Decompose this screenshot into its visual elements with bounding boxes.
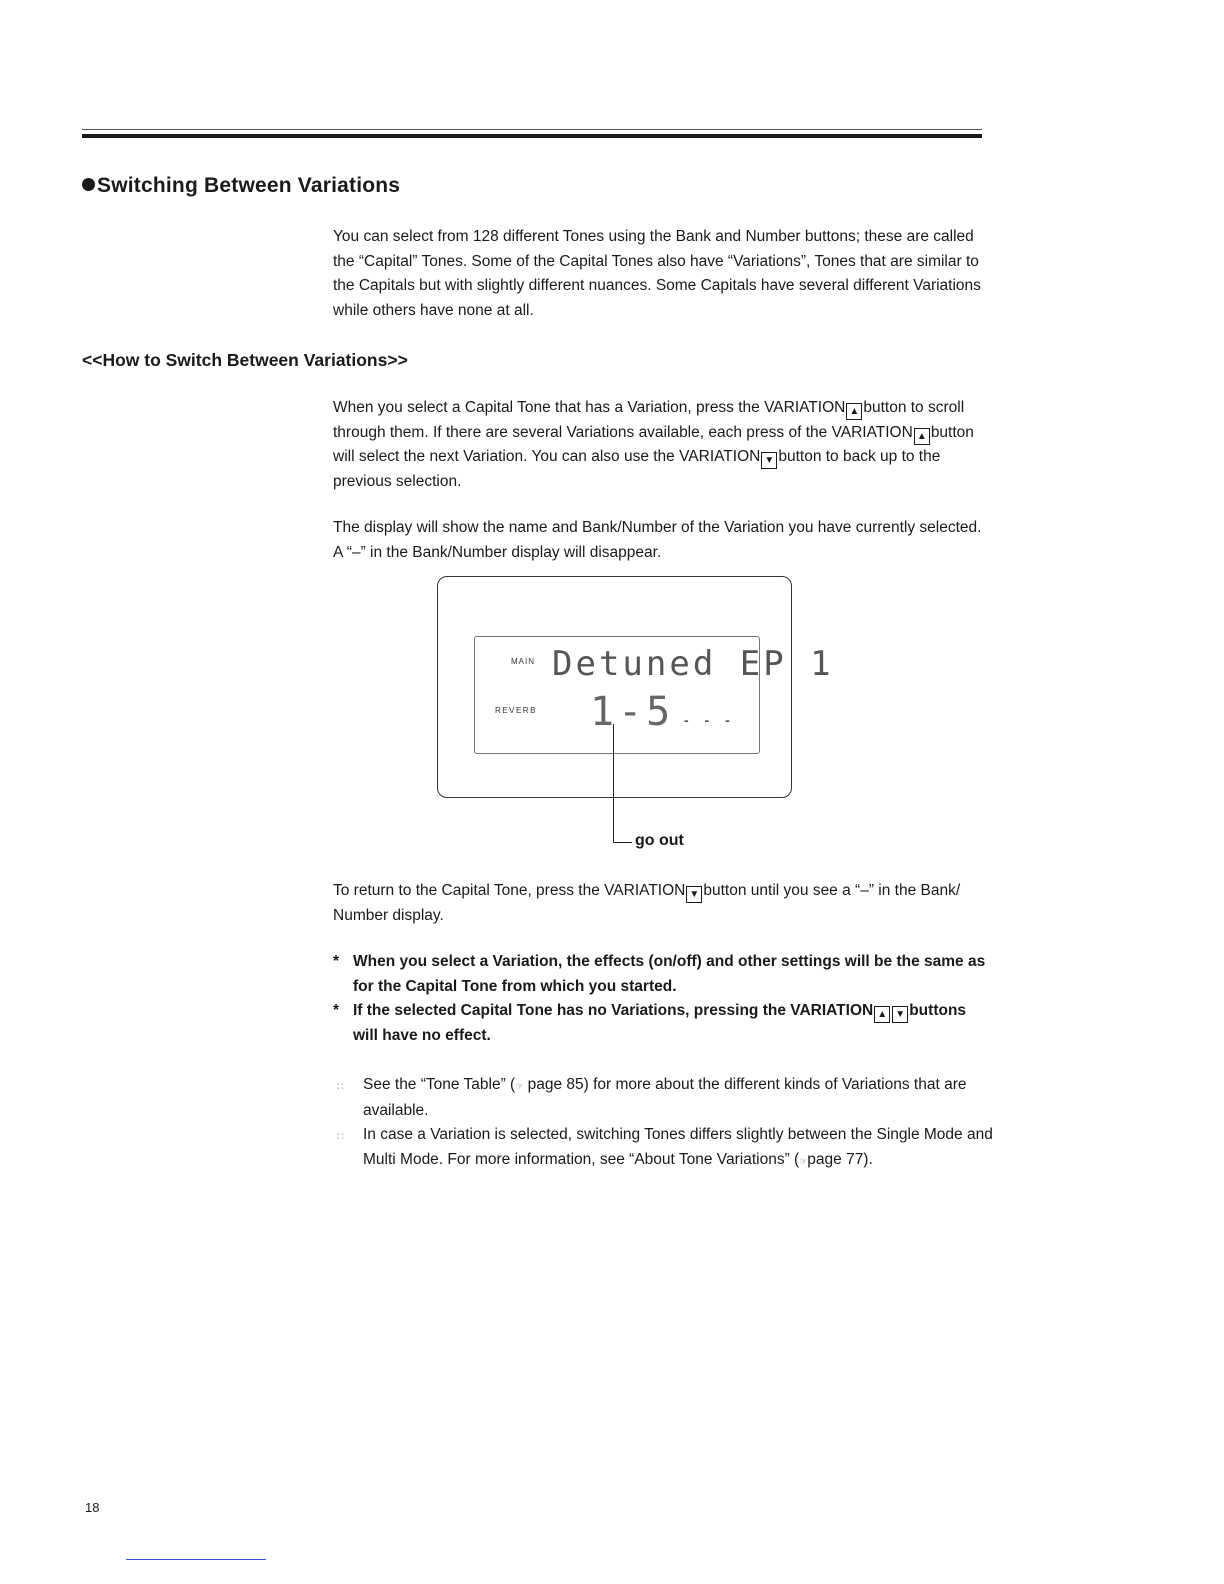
variation-up-icon: ▲: [914, 428, 930, 445]
page-ref-icon: ☞: [515, 1081, 524, 1091]
tip-text-b: page 77).: [807, 1150, 873, 1168]
header-rule-thin: [82, 129, 982, 130]
page-ref-icon: ☞: [799, 1155, 808, 1166]
callout-label: go out: [635, 832, 684, 849]
lcd-reverb-label: REVERB: [495, 706, 537, 715]
how-to-text-c: button will select the next Variation. You can also use the VARIATION: [333, 423, 974, 465]
note-text-a: If the selected Capital Tone has no Variations, pressing the VARIATION: [353, 1002, 874, 1019]
variation-down-icon: ▼: [892, 1006, 908, 1023]
tip-text-b: page 85) for more about the different kinds of Variations that are available.: [363, 1076, 967, 1119]
return-text-a: To return to the Capital Tone, press the VARIATION: [333, 882, 686, 899]
how-to-text-a: When you select a Capital Tone that has a Variation, press the VARIATION: [333, 399, 846, 416]
hint-icon: ∷: [337, 1081, 344, 1093]
notes-list: [333, 950, 993, 1048]
hint-icon: ∷: [337, 1131, 344, 1143]
callout-line-foot: [613, 842, 632, 843]
how-to-paragraph: [333, 396, 988, 494]
section-title: [82, 174, 400, 198]
lcd-bank-number: 1-5: [590, 689, 675, 735]
tip-text-a: In case a Variation is selected, switching Tones differs slightly between the Single Mode and Multi Mode. For more information, see “About Tone Variations” (: [363, 1126, 993, 1168]
how-to-heading: <<How to Switch Between Variations>>: [82, 350, 408, 370]
how-to-text-d: button to back up to the previous selection.: [333, 448, 941, 490]
tip-item: [337, 1073, 997, 1123]
note-item: [333, 999, 993, 1048]
variation-up-icon: ▲: [846, 403, 862, 420]
bullet-icon: [82, 178, 95, 191]
tip-text-a: See the “Tone Table” (: [363, 1076, 516, 1093]
asterisk-icon: *: [333, 953, 340, 970]
note-text: When you select a Variation, the effects (on/off) and other settings will be the same as for the Capital Tone from which you started.: [353, 953, 986, 995]
header-rule-thick: [82, 134, 982, 138]
lcd-dashes: - - -: [684, 712, 736, 728]
footer-rule: [126, 1559, 266, 1560]
display-paragraph: The display will show the name and Bank/Number of the Variation you have currently selected. A “–” in the Bank/Number display will disappear.: [333, 519, 982, 561]
variation-down-icon: ▼: [761, 452, 777, 469]
variation-up-icon: ▲: [874, 1006, 890, 1023]
variation-down-icon: ▼: [686, 886, 702, 903]
page-number: 18: [85, 1500, 100, 1515]
lcd-tone-name: Detuned EP 1: [552, 644, 834, 684]
note-item: [333, 950, 993, 999]
note-text-b: buttons will have no effect.: [353, 1002, 967, 1044]
callout-line: [613, 724, 614, 842]
section-title-text: Switching Between Variations: [97, 174, 401, 197]
return-paragraph: [333, 879, 988, 928]
tips-list: [337, 1073, 997, 1173]
lcd-main-label: MAIN: [511, 657, 535, 666]
intro-paragraph: You can select from 128 different Tones using the Bank and Number buttons; these are called the “Capital” Tones. Some of the Capital Tones also have “Variations”, Tones that are similar to the Capitals but with slightly different nuances. Some Capitals have several different Variations while others have none at all.: [333, 228, 981, 319]
asterisk-icon: *: [333, 1002, 340, 1019]
return-text-b: button until you see a “–” in the Bank/ Number display.: [333, 882, 961, 924]
how-to-text-b: button to scroll through them. If there are several Variations available, each press of the VARIATION: [333, 399, 965, 441]
tip-item: [337, 1123, 997, 1173]
